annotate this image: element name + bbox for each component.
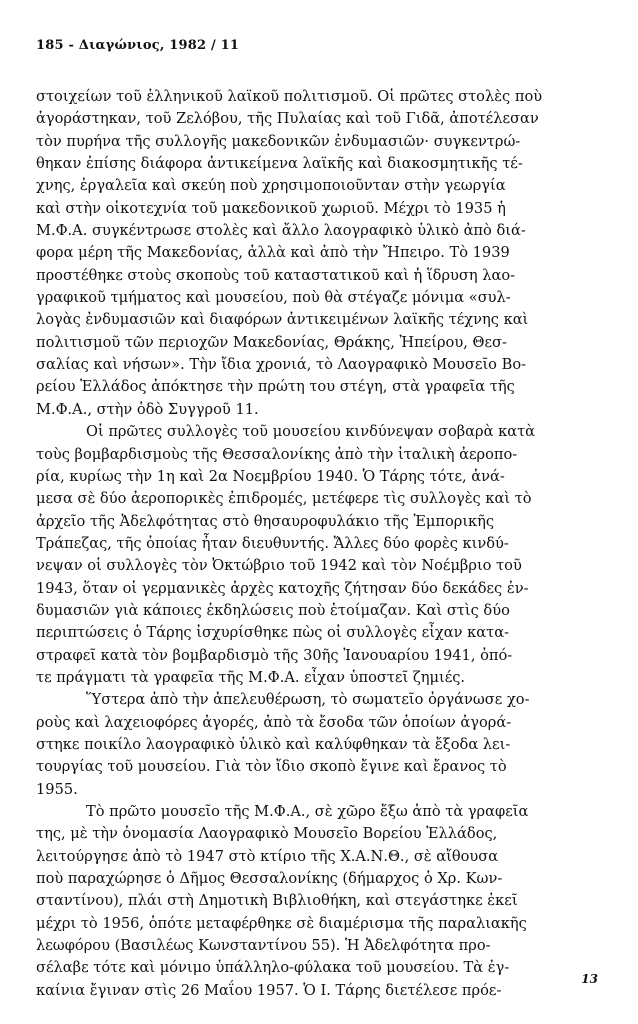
text-line: ρείου Ἑλλάδος ἀπόκτησε τὴν πρώτη του στέγη, στὰ γραφεῖα τῆς <box>36 378 515 396</box>
text-line: σέλαβε τότε καὶ μόνιμο ὑπάλληλο-φύλακα τοῦ μουσείου. Τὰ ἐγ- <box>36 959 510 977</box>
text-line: περιπτώσεις ὁ Τάρης ἰσχυρίσθηκε πὼς οἱ συλλογὲς εἶχαν κατα- <box>36 624 509 642</box>
text-line: γραφικοῦ τμήματος καὶ μουσείου, ποὺ θὰ στέγαζε μόνιμα «συλ- <box>36 289 511 307</box>
text-line: λεωφόρου (Βασιλέως Κωνσταντίνου 55). Ἡ Ἀδελφότητα προ- <box>36 937 491 955</box>
text-line: ἀρχεῖο τῆς Ἀδελφότητας στὸ θησαυροφυλάκιο τῆς Ἐμπορικῆς <box>36 512 495 530</box>
running-head: 185 - Διαγώνιος, 1982 / 11 <box>36 38 240 53</box>
text-line: νεψαν οἱ συλλογὲς τὸν Ὀκτώβριο τοῦ 1942 καὶ τὸν Νοέμβριο τοῦ <box>36 557 522 575</box>
text-line: Μ.Φ.Α. συγκέντρωσε στολὲς καὶ ἄλλο λαογραφικὸ ὑλικὸ ἀπὸ διά- <box>36 222 526 240</box>
text-line: μέχρι τὸ 1956, ὁπότε μεταφέρθηκε σὲ διαμέρισμα τῆς παραλιακῆς <box>36 914 527 932</box>
text-line: ἀγοράστηκαν, τοῦ Ζελόβου, τῆς Πυλαίας καὶ τοῦ Γιδᾶ, ἀποτέλεσαν <box>36 110 539 128</box>
text-line: Οἱ πρῶτες συλλογὲς τοῦ μουσείου κινδύνεψαν σοβαρὰ κατὰ <box>86 423 536 441</box>
text-line: τὸν πυρήνα τῆς συλλογῆς μακεδονικῶν ἐνδυμασιῶν· συγκεντρώ- <box>36 132 521 150</box>
text-line: Τράπεζας, τῆς ὁποίας ἦταν διευθυντής. Ἄλλες δύο φορὲς κινδύ- <box>36 534 509 552</box>
text-line: ποὺ παραχώρησε ὁ Δῆμος Θεσσαλονίκης (δήμαρχος ὁ Χρ. Κων- <box>36 870 503 888</box>
text-line: προστέθηκε στοὺς σκοποὺς τοῦ καταστατικοῦ καὶ ἡ ἵδρυση λαο- <box>36 266 516 284</box>
text-line: καίνια ἔγιναν στὶς 26 Μαΐου 1957. Ὁ Ι. Τάρης διετέλεσε πρόε- <box>36 981 502 999</box>
text-line: τοὺς βομβαρδισμοὺς τῆς Θεσσαλονίκης ἀπὸ τὴν ἰταλικὴ ἀεροπο- <box>36 445 518 463</box>
text-line: λογὰς ἐνδυμασιῶν καὶ διαφόρων ἀντικειμένων λαϊκῆς τέχνης καὶ <box>36 311 529 329</box>
text-line: πολιτισμοῦ τῶν περιοχῶν Μακεδονίας, Θράκης, Ἠπείρου, Θεσ- <box>36 333 507 351</box>
text-line: δυμασιῶν γιὰ κάποιες ἐκδηλώσεις ποὺ ἑτοίμαζαν. Καὶ στὶς δύο <box>36 601 510 619</box>
page-number: 13 <box>581 972 598 986</box>
text-line: φορα μέρη τῆς Μακεδονίας, ἀλλὰ καὶ ἀπὸ τὴν Ἤπειρο. Τὸ 1939 <box>36 244 510 262</box>
text-line: 1955. <box>36 780 78 798</box>
text-line: θηκαν ἐπίσης διάφορα ἀντικείμενα λαϊκῆς καὶ διακοσμητικῆς τέ- <box>36 155 523 173</box>
text-line: σταντίνου), πλάι στὴ Δημοτικὴ Βιβλιοθήκη, καὶ στεγάστηκε ἐκεῖ <box>36 892 518 910</box>
text-line: σαλίας καὶ νήσων». Τὴν ἴδια χρονιά, τὸ Λαογραφικὸ Μουσεῖο Βο- <box>36 356 527 374</box>
text-line: της, μὲ τὴν ὀνομασία Λαογραφικὸ Μουσεῖο Βορείου Ἑλλάδος, <box>36 825 498 843</box>
text-line: τε πράγματι τὰ γραφεῖα τῆς Μ.Φ.Α. εἶχαν ὑποστεῖ ζημιές. <box>36 668 466 686</box>
text-line: στραφεῖ κατὰ τὸν βομβαρδισμὸ τῆς 30ῆς Ἰανουαρίου 1941, ὁπό- <box>36 646 513 664</box>
text-line: Μ.Φ.Α., στὴν ὁδὸ Συγγροῦ 11. <box>36 400 259 418</box>
text-line: τουργίας τοῦ μουσείου. Γιὰ τὸν ἴδιο σκοπὸ ἔγινε καὶ ἔρανος τὸ <box>36 758 507 776</box>
text-line: μεσα σὲ δύο ἀεροπορικὲς ἐπιδρομές, μετέφερε τὶς συλλογὲς καὶ τὸ <box>36 490 532 508</box>
text-line: ροὺς καὶ λαχειοφόρες ἀγορές, ἀπὸ τὰ ἔσοδα τῶν ὁποίων ἀγορά- <box>36 713 512 731</box>
text-line: στοιχείων τοῦ ἑλληνικοῦ λαϊκοῦ πολιτισμοῦ. Οἱ πρῶτες στολὲς ποὺ <box>36 88 543 105</box>
text-line: λειτούργησε ἀπὸ τὸ 1947 στὸ κτίριο τῆς Χ.Α.Ν.Θ., σὲ αἴθουσα <box>36 847 499 865</box>
text-line: ρία, κυρίως τὴν 1η καὶ 2α Νοεμβρίου 1940. Ὁ Τάρης τότε, ἀνά- <box>36 467 505 485</box>
text-line: καὶ στὴν οἰκοτεχνία τοῦ μακεδονικοῦ χωριοῦ. Μέχρι τὸ 1935 ἡ <box>36 199 506 217</box>
text-line: στηκε ποικίλο λαογραφικὸ ὑλικὸ καὶ καλύφθηκαν τὰ ἔξοδα λει- <box>36 735 511 753</box>
text-line: Τὸ πρῶτο μουσεῖο τῆς Μ.Φ.Α., σὲ χῶρο ἔξω ἀπὸ τὰ γραφεῖα <box>86 803 529 820</box>
body-text <box>36 86 608 1002</box>
text-line: Ὕστερα ἀπὸ τὴν ἀπελευθέρωση, τὸ σωματεῖο ὀργάνωσε χο- <box>86 691 530 709</box>
text-line: 1943, ὅταν οἱ γερμανικὲς ἀρχὲς κατοχῆς ζήτησαν δύο δεκάδες ἐν- <box>36 579 529 597</box>
text-line: χνης, ἐργαλεῖα καὶ σκεύη ποὺ χρησιμοποιοῦνταν στὴν γεωργία <box>36 177 506 195</box>
